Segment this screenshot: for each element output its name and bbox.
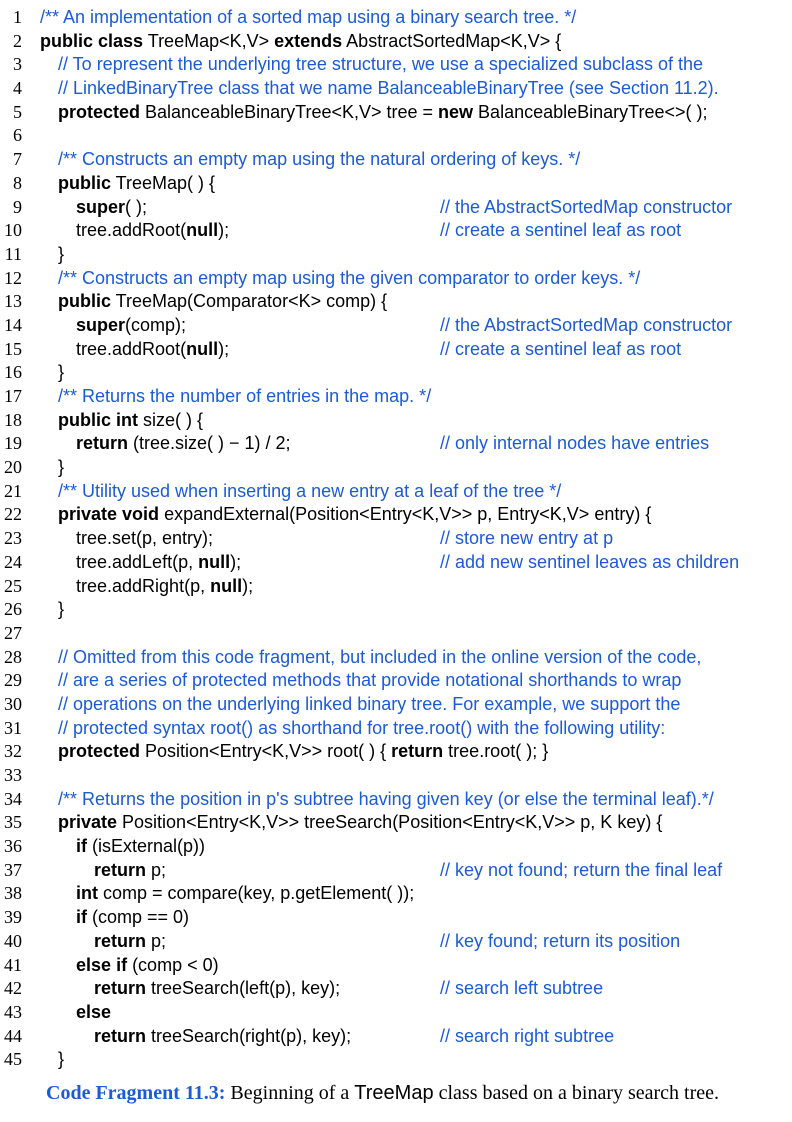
line-number: 34: [4, 788, 22, 809]
line-number: 2: [13, 30, 22, 51]
code-text: // Omitted from this code fragment, but included in the online version of the code,: [58, 646, 702, 667]
code-line: [0, 669, 792, 693]
caption-label: Code Fragment 11.3:: [46, 1082, 226, 1104]
code-text: int comp = compare(key, p.getElement( ));: [76, 883, 415, 904]
code-line: [0, 954, 792, 978]
code-line: [0, 1001, 792, 1025]
code-line: [0, 646, 792, 670]
line-number: 19: [4, 433, 22, 454]
code-text: private Position<Entry<K,V>> treeSearch(Position<Entry<K,V>> p, K key) {: [58, 812, 663, 833]
line-number: 39: [4, 907, 22, 928]
code-listing: [0, 6, 792, 1072]
code-line: [0, 977, 792, 1001]
line-number: 3: [13, 54, 22, 75]
code-line: [0, 906, 792, 930]
code-line: [0, 124, 792, 148]
line-number: 36: [4, 836, 22, 857]
caption-class-name: TreeMap: [354, 1082, 434, 1104]
line-number: 15: [4, 338, 22, 359]
code-text: }: [58, 457, 65, 478]
line-number: 6: [13, 125, 22, 146]
code-text: if (comp == 0): [76, 907, 190, 928]
code-comment: // add new sentinel leaves as children: [440, 551, 740, 572]
line-number: 38: [4, 883, 22, 904]
code-fragment-caption: [46, 1082, 719, 1105]
line-number: 37: [4, 859, 22, 880]
line-number: 13: [4, 291, 22, 312]
line-number: 35: [4, 812, 22, 833]
code-comment: // only internal nodes have entries: [440, 433, 710, 454]
line-number: 40: [4, 930, 22, 951]
code-line: [0, 622, 792, 646]
code-text: /** Returns the position in p's subtree having given key (or else the terminal leaf).*/: [58, 788, 714, 809]
code-text: return p;: [94, 930, 167, 951]
line-number: 11: [4, 243, 22, 264]
code-text: public TreeMap(Comparator<K> comp) {: [58, 291, 388, 312]
code-text: protected Position<Entry<K,V>> root( ) { return tree.root( ); }: [58, 741, 549, 762]
code-text: }: [58, 362, 65, 383]
code-line: [0, 527, 792, 551]
code-text: /** Utility used when inserting a new entry at a leaf of the tree */: [58, 480, 562, 501]
code-text: private void expandExternal(Position<Entry<K,V>> p, Entry<K,V> entry) {: [58, 504, 652, 525]
code-line: [0, 196, 792, 220]
code-comment: // store new entry at p: [440, 528, 614, 549]
code-text: super(comp);: [76, 314, 187, 335]
code-line: [0, 77, 792, 101]
code-text: // To represent the underlying tree structure, we use a specialized subclass of the: [58, 54, 704, 75]
code-line: [0, 503, 792, 527]
code-line: [0, 243, 792, 267]
code-line: [0, 693, 792, 717]
code-text: // operations on the underlying linked binary tree. For example, we support the: [58, 693, 681, 714]
code-comment: // the AbstractSortedMap constructor: [440, 314, 733, 335]
code-line: [0, 101, 792, 125]
code-text: public class TreeMap<K,V> extends AbstractSortedMap<K,V> {: [40, 30, 562, 51]
line-number: 4: [13, 78, 22, 99]
line-number: 31: [4, 717, 22, 738]
code-text: /** Returns the number of entries in the map. */: [58, 386, 432, 406]
code-text: /** Constructs an empty map using the given comparator to order keys. */: [58, 267, 641, 288]
code-text: // LinkedBinaryTree class that we name BalanceableBinaryTree (see Section 11.2).: [58, 78, 719, 99]
code-text: if (isExternal(p)): [76, 836, 206, 857]
code-text: else: [76, 1001, 112, 1022]
line-number: 26: [4, 599, 22, 620]
line-number: 33: [4, 765, 22, 785]
line-number: 30: [4, 693, 22, 714]
line-number: 9: [13, 196, 22, 217]
line-number: 8: [13, 172, 22, 193]
line-number: 28: [4, 646, 22, 667]
code-text: }: [58, 1049, 65, 1070]
code-line: [0, 740, 792, 764]
code-text: public int size( ) {: [58, 409, 204, 430]
code-line: [0, 480, 792, 504]
code-text: tree.addRoot(null);: [76, 338, 230, 359]
line-number: 7: [13, 149, 22, 170]
line-number: 24: [4, 551, 22, 572]
code-comment: // key found; return its position: [440, 930, 681, 951]
code-line: [0, 53, 792, 77]
code-line: [0, 1048, 792, 1072]
code-line: [0, 409, 792, 433]
code-text: protected BalanceableBinaryTree<K,V> tree = new BalanceableBinaryTree<>( );: [58, 101, 708, 122]
code-text: /** An implementation of a sorted map using a binary search tree. */: [40, 7, 577, 27]
line-number: 5: [13, 101, 22, 122]
code-line: [0, 575, 792, 599]
line-number: 44: [4, 1025, 22, 1046]
code-line: [0, 148, 792, 172]
line-number: 17: [4, 386, 22, 406]
line-number: 45: [4, 1049, 22, 1070]
line-number: 22: [4, 504, 22, 525]
code-line: [0, 30, 792, 54]
code-text: tree.addRight(p, null);: [76, 575, 254, 596]
code-text: }: [58, 243, 65, 264]
code-line: [0, 361, 792, 385]
code-line: [0, 6, 792, 30]
code-text: // are a series of protected methods that provide notational shorthands to wrap: [58, 670, 682, 691]
line-number: 29: [4, 670, 22, 691]
code-line: [0, 432, 792, 456]
code-line: [0, 290, 792, 314]
code-line: [0, 717, 792, 741]
code-line: [0, 788, 792, 812]
code-text: return treeSearch(left(p), key);: [94, 978, 341, 999]
code-text: else if (comp < 0): [76, 954, 219, 975]
line-number: 27: [4, 622, 22, 643]
code-text: public TreeMap( ) {: [58, 172, 216, 193]
line-number: 12: [4, 267, 22, 288]
code-line: [0, 219, 792, 243]
code-line: [0, 172, 792, 196]
line-number: 32: [4, 741, 22, 762]
code-comment: // the AbstractSortedMap constructor: [440, 196, 733, 217]
code-line: [0, 811, 792, 835]
code-comment: // search left subtree: [440, 978, 604, 999]
code-comment: // create a sentinel leaf as root: [440, 338, 682, 359]
code-line: [0, 551, 792, 575]
code-line: [0, 598, 792, 622]
line-number: 42: [4, 978, 22, 999]
code-text: tree.addLeft(p, null);: [76, 551, 242, 572]
code-text: // protected syntax root() as shorthand for tree.root() with the following utility:: [58, 717, 666, 738]
line-number: 43: [4, 1001, 22, 1022]
code-text: return (tree.size( ) − 1) / 2;: [76, 433, 291, 454]
caption-text-before: Beginning of a: [230, 1082, 350, 1104]
line-number: 16: [4, 362, 22, 383]
code-line: [0, 338, 792, 362]
line-number: 14: [4, 314, 22, 335]
code-line: [0, 882, 792, 906]
line-number: 21: [4, 480, 22, 501]
line-number: 18: [4, 409, 22, 430]
code-text: return p;: [94, 859, 167, 880]
code-line: [0, 314, 792, 338]
line-number: 20: [4, 457, 22, 478]
code-text: }: [58, 599, 65, 620]
code-comment: // create a sentinel leaf as root: [440, 220, 682, 241]
caption-text-after: class based on a binary search tree.: [438, 1082, 720, 1104]
code-comment: // key not found; return the final leaf: [440, 859, 723, 880]
code-text: tree.set(p, entry);: [76, 528, 214, 549]
code-line: [0, 1025, 792, 1049]
code-text: /** Constructs an empty map using the natural ordering of keys. */: [58, 149, 581, 170]
code-line: [0, 385, 792, 409]
code-line: [0, 930, 792, 954]
line-number: 1: [13, 7, 22, 27]
line-number: 41: [4, 954, 22, 975]
code-comment: // search right subtree: [440, 1025, 615, 1046]
code-line: [0, 456, 792, 480]
code-line: [0, 764, 792, 788]
code-line: [0, 835, 792, 859]
code-text: return treeSearch(right(p), key);: [94, 1025, 352, 1046]
code-line: [0, 859, 792, 883]
line-number: 23: [4, 528, 22, 549]
code-text: tree.addRoot(null);: [76, 220, 230, 241]
line-number: 10: [4, 220, 22, 241]
line-number: 25: [4, 575, 22, 596]
code-line: [0, 267, 792, 291]
code-text: super( );: [76, 196, 148, 217]
